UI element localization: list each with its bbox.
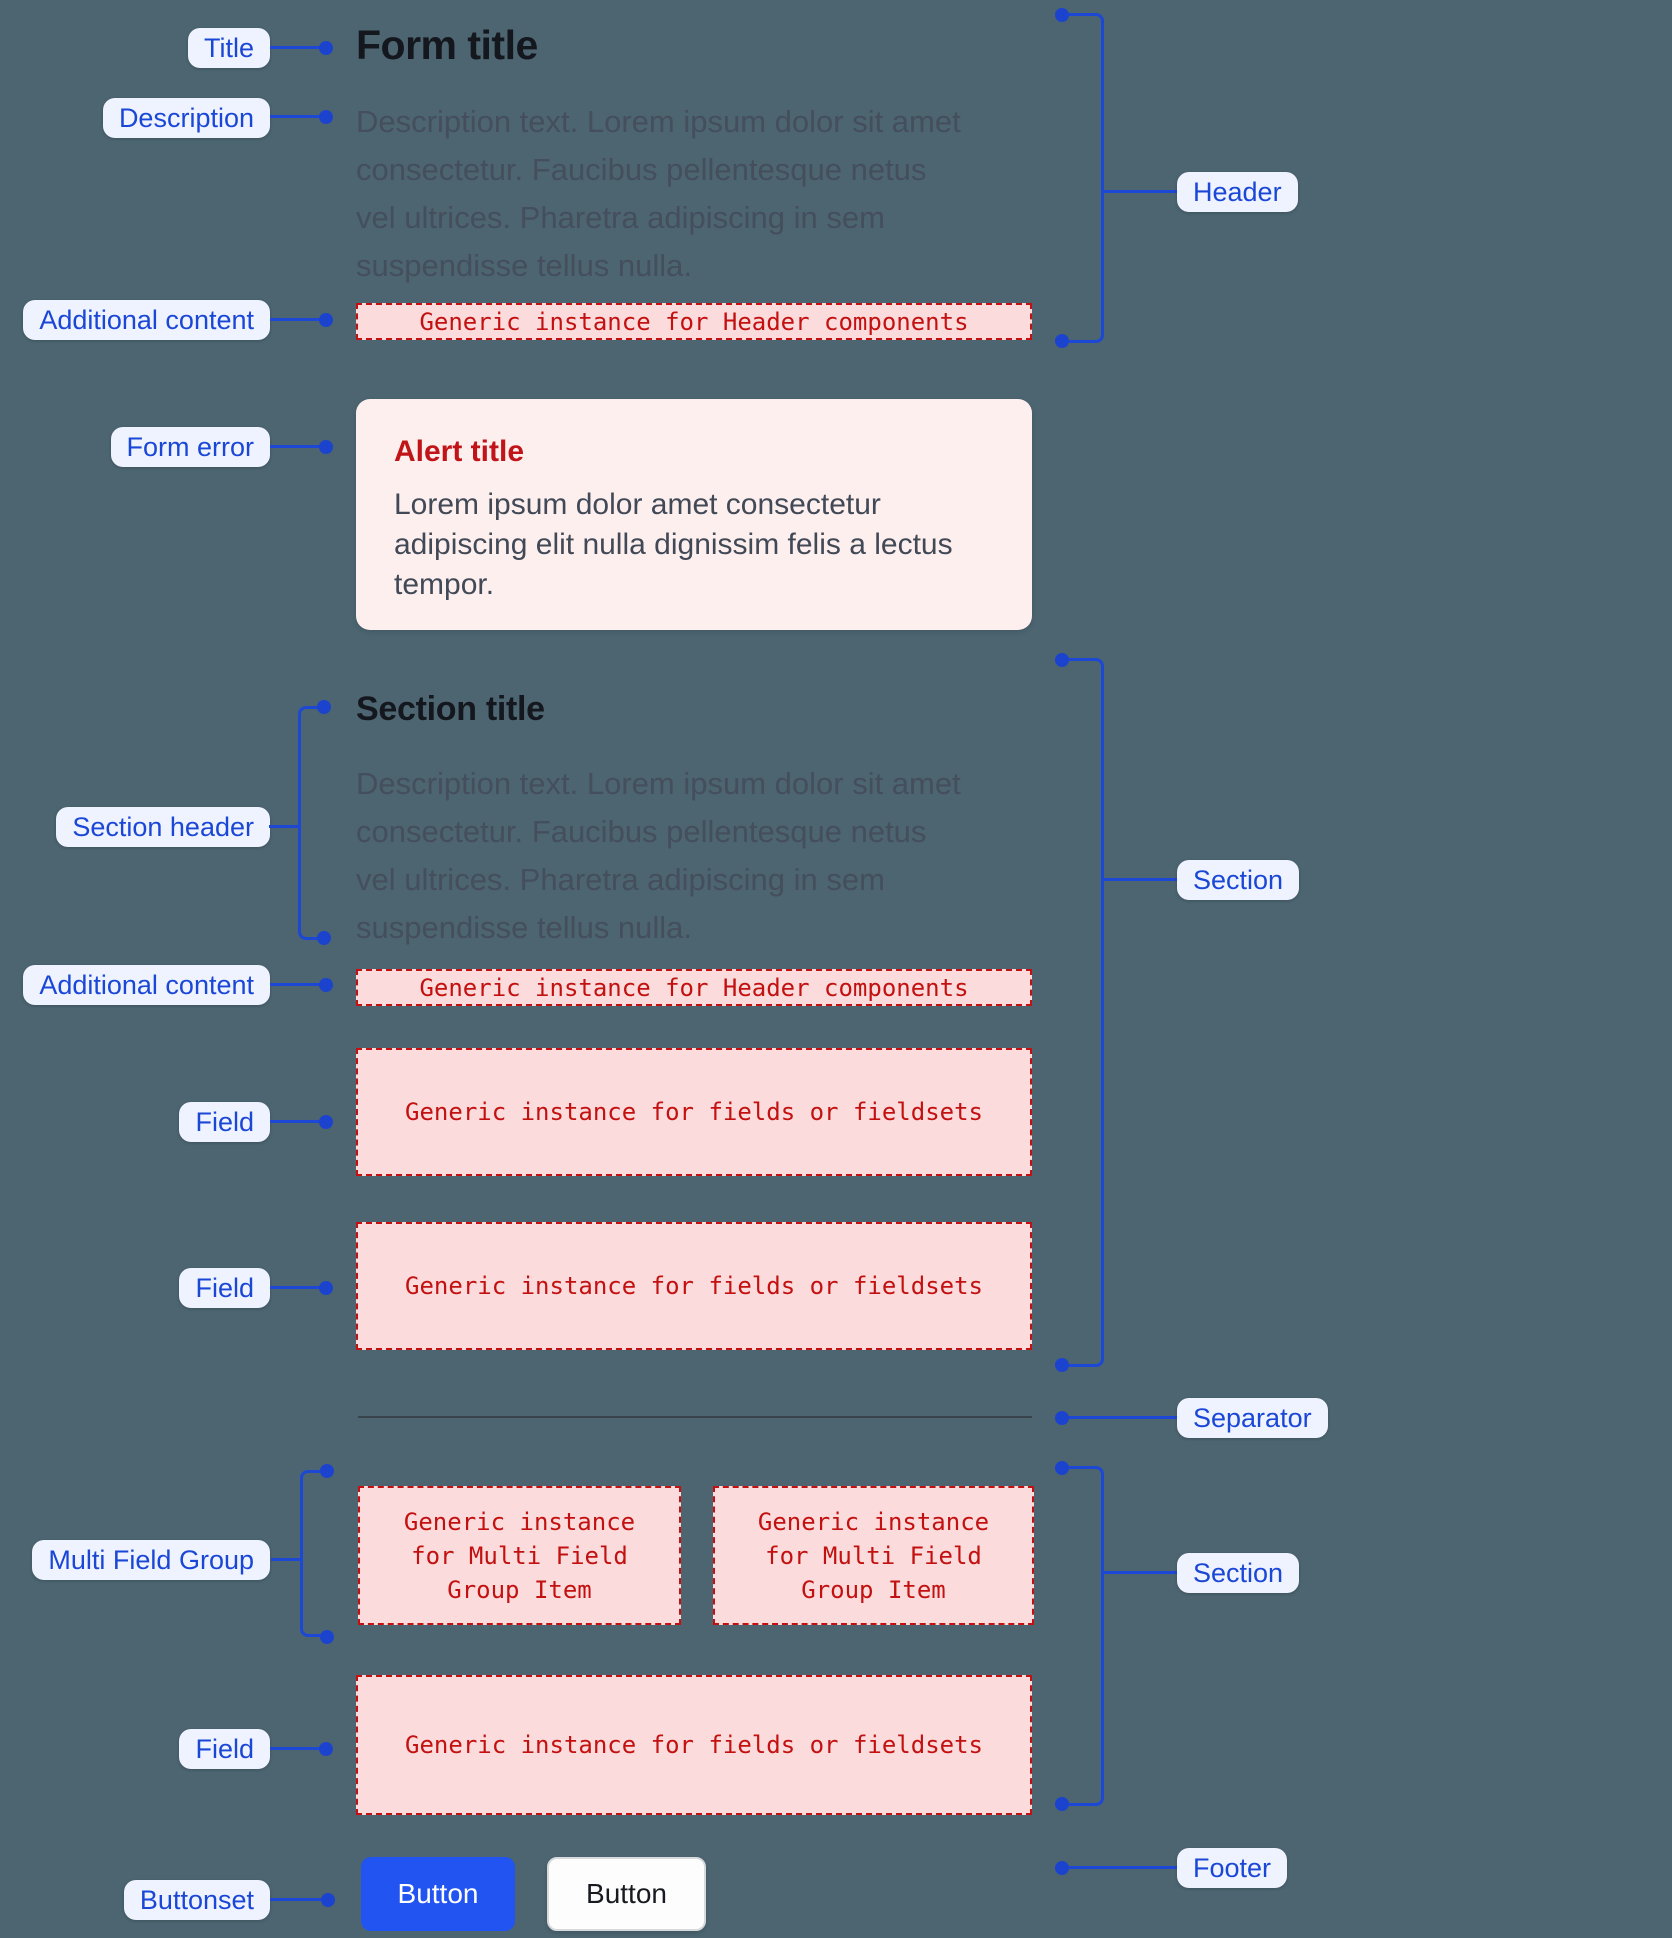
- callout-dot: [1055, 1797, 1069, 1811]
- alert-body: [394, 485, 994, 605]
- section-description-line: vel ultrices. Pharetra adipiscing in sem: [356, 862, 885, 897]
- multi-field-group-item-placeholder: [713, 1486, 1034, 1625]
- alert-body-line: Lorem ipsum dolor amet consectetur: [394, 488, 881, 521]
- callout-dot: [319, 440, 333, 454]
- field-placeholder: Generic instance for fields or fieldsets: [356, 1222, 1032, 1350]
- callout-line: [270, 1747, 326, 1750]
- annotation-field: Field: [179, 1729, 270, 1769]
- form-error-alert: [356, 399, 1032, 630]
- multi-field-group-item-line: for Multi Field: [411, 1541, 628, 1570]
- annotation-form-error: Form error: [111, 427, 271, 467]
- callout-line: [270, 1898, 328, 1901]
- alert-title: Alert title: [394, 435, 525, 468]
- primary-button[interactable]: Button: [361, 1857, 515, 1931]
- section-description-line: Description text. Lorem ipsum dolor sit amet: [356, 766, 961, 801]
- callout-line: [1104, 190, 1177, 193]
- annotation-section: Section: [1177, 860, 1299, 900]
- callout-line: [270, 1120, 326, 1123]
- callout-line: [1062, 1866, 1177, 1869]
- annotation-multi-field-group: Multi Field Group: [32, 1540, 270, 1580]
- form-description: [356, 98, 1046, 290]
- callout-line: [270, 1286, 326, 1289]
- annotation-field: Field: [179, 1268, 270, 1308]
- section-bracket: [1063, 658, 1104, 1367]
- annotation-title: Title: [188, 28, 270, 68]
- annotation-section: Section: [1177, 1553, 1299, 1593]
- callout-dot: [1055, 653, 1069, 667]
- callout-dot: [1055, 1461, 1069, 1475]
- callout-line: [270, 983, 326, 986]
- multi-field-group-item-placeholder: [358, 1486, 681, 1625]
- callout-dot: [1055, 8, 1069, 22]
- form-description-line: consectetur. Faucibus pellentesque netus: [356, 152, 927, 187]
- callout-dot: [319, 313, 333, 327]
- section-description: [356, 760, 1046, 952]
- alert-body-line: tempor.: [394, 568, 495, 601]
- callout-dot: [1055, 1411, 1069, 1425]
- callout-line: [270, 445, 326, 448]
- section-additional-content-placeholder: Generic instance for Header components: [356, 969, 1032, 1006]
- annotation-header: Header: [1177, 172, 1298, 212]
- form-description-line: suspendisse tellus nulla.: [356, 248, 693, 283]
- callout-line: [1062, 1416, 1177, 1419]
- callout-dot: [320, 1464, 334, 1478]
- callout-dot: [317, 700, 331, 714]
- annotation-additional-content: Additional content: [23, 300, 270, 340]
- callout-dot: [319, 41, 333, 55]
- callout-line: [271, 1558, 300, 1561]
- multi-field-group-item-line: for Multi Field: [765, 1541, 982, 1570]
- callout-line: [269, 825, 300, 828]
- callout-dot: [319, 110, 333, 124]
- form-description-line: vel ultrices. Pharetra adipiscing in sem: [356, 200, 885, 235]
- callout-line: [270, 46, 326, 49]
- annotation-separator: Separator: [1177, 1398, 1328, 1438]
- callout-line: [1104, 1571, 1177, 1574]
- callout-dot: [319, 1281, 333, 1295]
- section-separator: [358, 1416, 1032, 1418]
- annotation-buttonset: Buttonset: [124, 1880, 270, 1920]
- multi-field-group-item-line: Generic instance: [757, 1507, 990, 1536]
- callout-dot: [1055, 334, 1069, 348]
- section-bracket: [1063, 1466, 1104, 1806]
- section-description-line: suspendisse tellus nulla.: [356, 910, 693, 945]
- callout-dot: [321, 1893, 335, 1907]
- annotation-section-header: Section header: [56, 807, 270, 847]
- callout-dot: [317, 931, 331, 945]
- multi-field-group-item-line: Group Item: [447, 1575, 592, 1604]
- callout-dot: [1055, 1861, 1069, 1875]
- callout-dot: [319, 978, 333, 992]
- callout-dot: [319, 1742, 333, 1756]
- multi-field-group-item-line: Group Item: [801, 1575, 946, 1604]
- callout-dot: [319, 1115, 333, 1129]
- multi-field-group-bracket: [300, 1470, 327, 1637]
- field-placeholder: Generic instance for fields or fieldsets: [356, 1048, 1032, 1176]
- callout-dot: [1055, 1358, 1069, 1372]
- annotation-additional-content: Additional content: [23, 965, 270, 1005]
- field-placeholder: Generic instance for fields or fieldsets: [356, 1675, 1032, 1815]
- secondary-button[interactable]: Button: [547, 1857, 706, 1931]
- callout-line: [1104, 878, 1177, 881]
- form-description-line: Description text. Lorem ipsum dolor sit amet: [356, 104, 961, 139]
- header-additional-content-placeholder: Generic instance for Header components: [356, 303, 1032, 340]
- section-title: Section title: [356, 690, 545, 728]
- header-bracket: [1063, 13, 1104, 343]
- callout-line: [270, 115, 326, 118]
- annotation-field: Field: [179, 1102, 270, 1142]
- section-description-line: consectetur. Faucibus pellentesque netus: [356, 814, 927, 849]
- annotation-description: Description: [103, 98, 270, 138]
- section-header-bracket: [298, 706, 324, 940]
- annotation-footer: Footer: [1177, 1848, 1287, 1888]
- callout-dot: [320, 1630, 334, 1644]
- alert-body-line: adipiscing elit nulla dignissim felis a lectus: [394, 528, 953, 561]
- callout-line: [270, 318, 326, 321]
- multi-field-group-item-line: Generic instance: [403, 1507, 636, 1536]
- form-title: Form title: [356, 22, 538, 68]
